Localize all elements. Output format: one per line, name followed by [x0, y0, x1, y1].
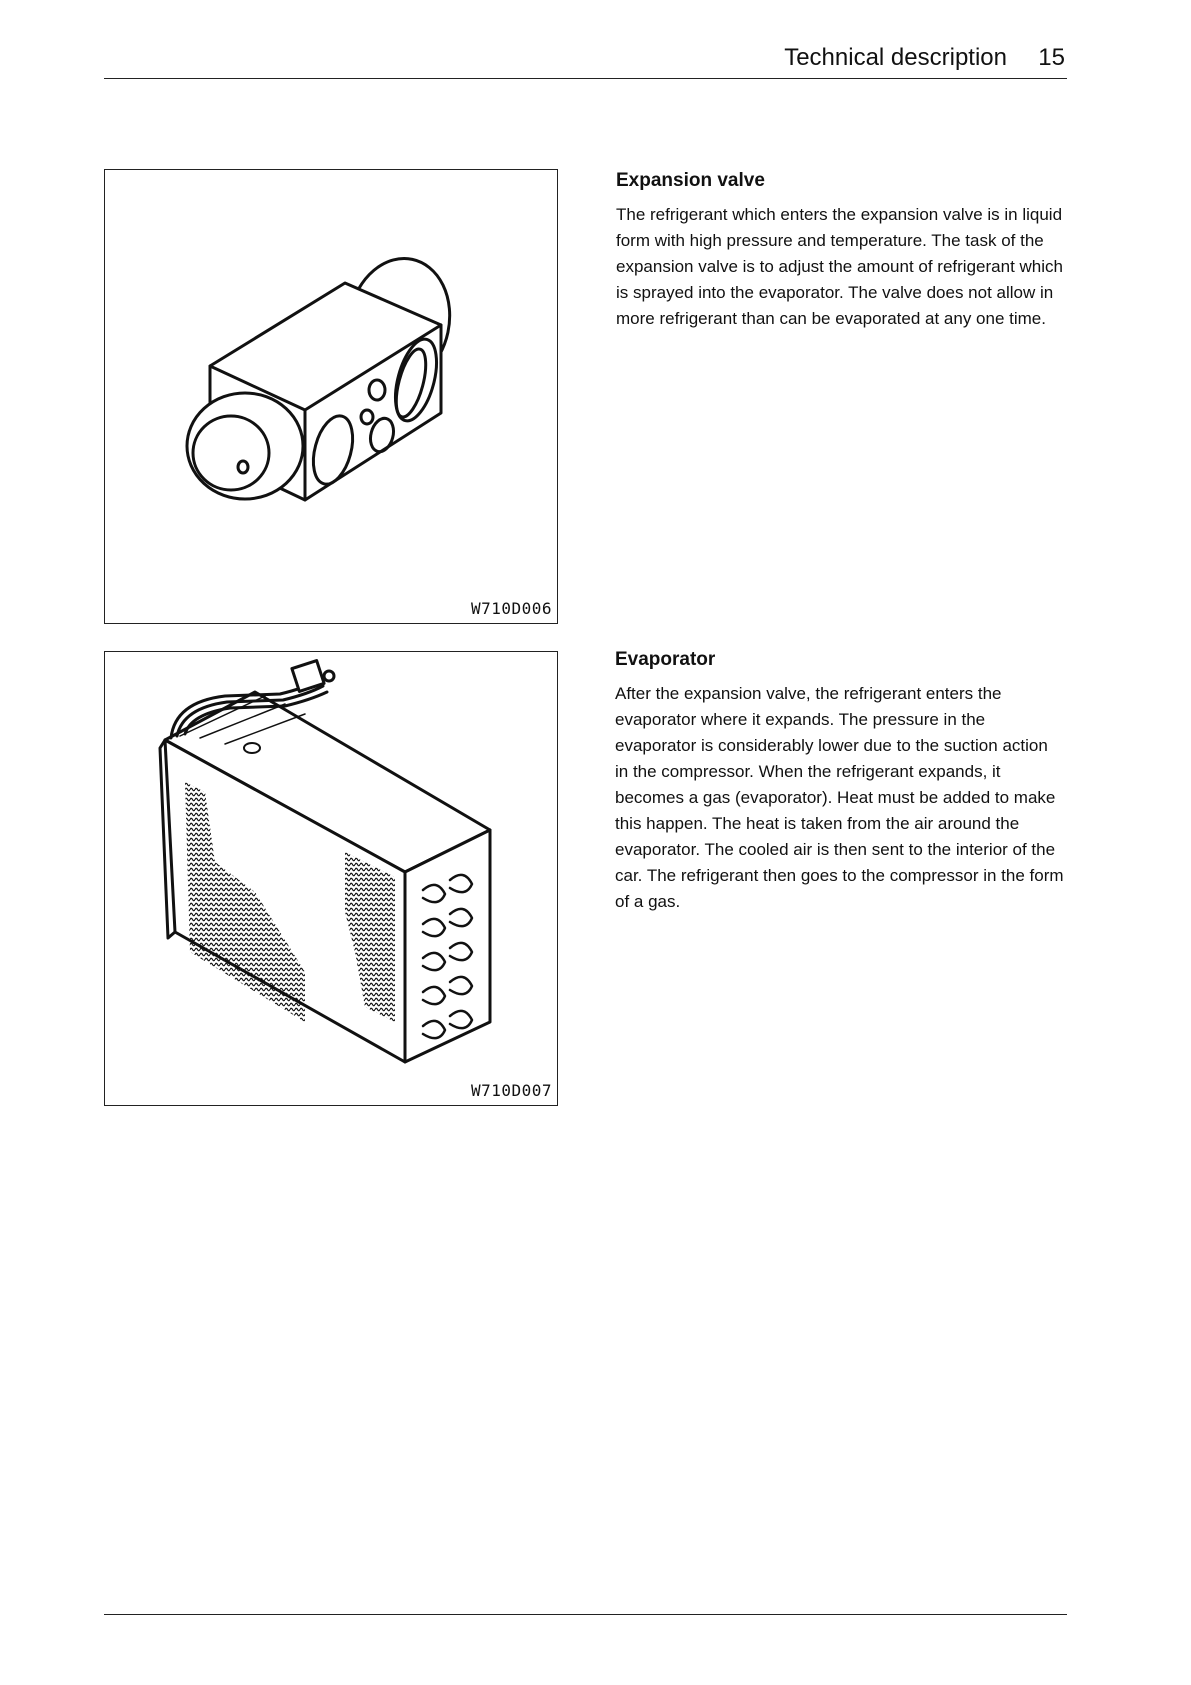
- figure-code: W710D007: [470, 1081, 552, 1100]
- page-header: [104, 40, 1067, 79]
- expansion-valve-illustration: [105, 170, 557, 623]
- evaporator-illustration: [105, 652, 557, 1105]
- figure-code: W710D006: [470, 599, 552, 618]
- section-body: After the expansion valve, the refrigerant enters the evaporator where it expands. The pressure in the evaporator is considerably lower due to the suction action in the compressor. When the refrigerant expands, it becomes a gas (evaporator). Heat must be added to make this happen. The heat is taken from the air around the evaporator. The cooled air is then sent to the interior of the car. The refrigerant then goes to the compressor in the form of a gas.: [615, 684, 1064, 911]
- page-footer-rule: [104, 1614, 1067, 1615]
- section-body: The refrigerant which enters the expansion valve is in liquid form with high pressure and temperature. The task of the expansion valve is to adjust the amount of refrigerant which is sprayed into the evaporator. The valve does not allow in more refrigerant than can be evaporated at any one time.: [616, 205, 1063, 328]
- header-title: Technical description: [784, 44, 1007, 71]
- section-heading: Expansion valve: [616, 170, 765, 191]
- evaporator-figure: [104, 651, 558, 1106]
- page-number: 15: [1038, 44, 1065, 71]
- evaporator-section: [615, 649, 1065, 915]
- section-heading: Evaporator: [615, 649, 716, 670]
- expansion-valve-figure: [104, 169, 558, 624]
- expansion-valve-section: [616, 170, 1066, 332]
